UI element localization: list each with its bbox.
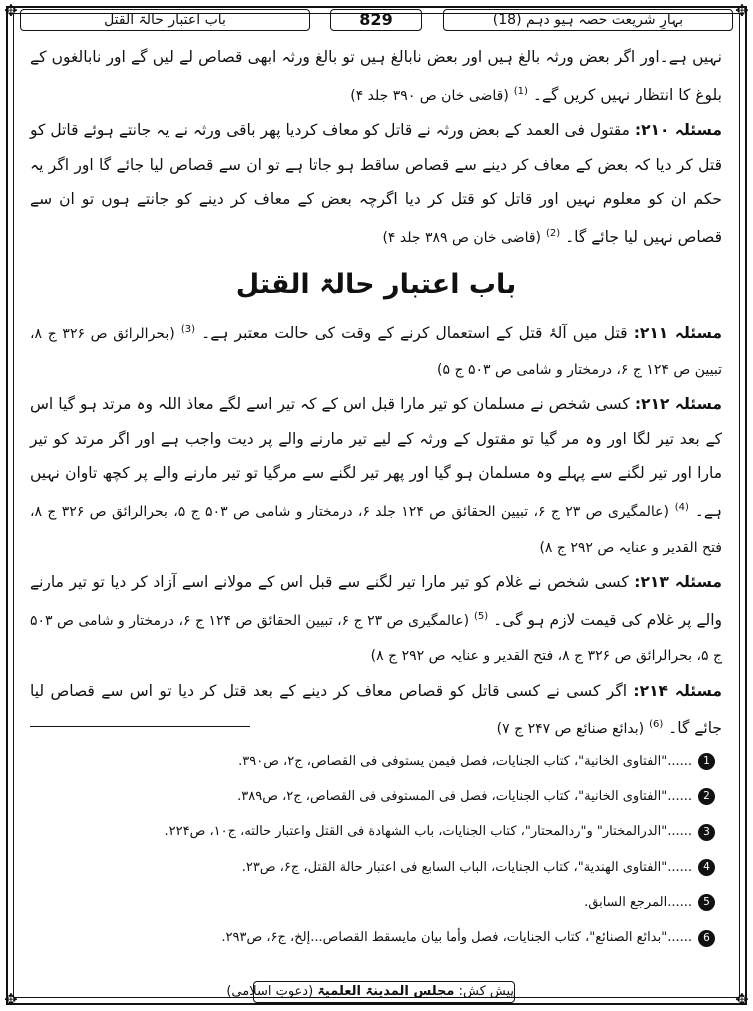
footnote-number: 3 [698,824,715,841]
footnote-text: ......"الفتاوی الخانية"، كتاب الجنايات، فصل فی المستوفی فی القصاص، ج۲، ص۳۸۹. [237,788,692,804]
masala-214: مسئلہ ۲۱۴: اگر کسی نے کسی قاتل کو قصاص معاف کر دینے کے بعد قتل کر دیا تو اس سے قصاص لیا جائے گا۔ $^{(6)}$ (بدائع صنائع ص ۲۴۷ ج ۷) [30,681,722,738]
footnote-text: ......"الفتاوی الخانية"، كتاب الجنايات، فصل فيمن يستوفی فی القصاص، ج۲، ص۳۹۰. [238,753,692,769]
footnote-text: ......"الدرالمختار" و"ردالمحتار"، كتاب الجنايات، باب الشهادة فی القتل واعتبار حالته، ج۱۰، ص۲۲۴. [164,824,692,840]
masala-label: مسئلہ ۲۱۱: [633,324,722,343]
footnote-marker: (3) [180,324,196,336]
reference: (قاضی خان ص ۳۸۹ جلد ۴) [382,229,542,246]
masala-label: مسئلہ ۲۱۰: [634,121,722,140]
footnote-item [40,779,715,814]
masala-label: مسئلہ ۲۱۴: [633,681,722,700]
footnote-item [40,744,715,779]
footnote-number: 1 [698,753,715,770]
footnote-number: 6 [698,930,715,947]
footer-prefix: پیش کش: [458,984,514,999]
page-header [20,6,733,36]
footnote-item [40,815,715,850]
footnote-text: ......"الفتاوی الهندية"، كتاب الجنايات، الباب السابع فی اعتبار حالة القتل، ج۶، ص۲۳. [241,859,692,875]
reference: (عالمگیری ص ۲۳ ج ۶، تبیین الحقائق ص ۱۲۴ جلد ۶، درمختار و شامی ص ۵۰۳ ج ۵، بحرالرائق ص ۳۲۶ ج ۸، فتح القدیر و عنایہ ص ۲۹۲ ج ۸) [30,504,722,556]
corner-ornament-icon: ✥ [4,990,18,1009]
chapter-heading: باب اعتبار حالۃ القتل [235,269,517,301]
masala-211: مسئلہ ۲۱۱: قتل میں آلۂ قتل کے استعمال کرنے کے وقت کی حالت معتبر ہے۔ $^{(3)}$ (بحرالرائق ص ۳۲۶ ج ۸، تبیین ص ۱۲۴ ج ۶، درمختار و شامی ص ۵۰۳ ج ۵) [30,324,722,378]
header-book-title: بہارِ شریعت حصہ ہیو دہم (18) [443,9,733,31]
reference: (بحرالرائق ص ۳۲۶ ج ۸، تبیین ص ۱۲۴ ج ۶، درمختار و شامی ص ۵۰۳ ج ۵) [30,326,722,378]
corner-ornament-icon: ✥ [4,1,18,20]
footnote-number: 5 [698,894,715,911]
footnote-text: ......المرجع السابق. [584,894,692,910]
reference: (عالمگیری ص ۲۳ ج ۶، تبیین الحقائق ص ۱۲۴ ج ۶، درمختار و شامی ص ۵۰۳ ج ۵، بحرالرائق ص ۳۲۶ ج ۸، فتح القدیر و عنایہ ص ۲۹۲ ج ۸) [30,612,722,665]
footnote-number: 2 [698,788,715,805]
corner-ornament-icon: ✥ [735,990,749,1009]
footnote-marker: (4) [674,501,689,513]
footnote-item [40,885,715,920]
masala-label: مسئلہ ۲۱۳: [634,573,722,592]
footnote-item [40,850,715,885]
footnote-item [40,920,715,955]
page-body [30,40,722,747]
header-chapter-title: باب اعتبار حالۃ القتل [20,9,310,31]
paragraph: نہیں ہے۔اور اگر بعض ورثہ بالغ ہیں اور بعض نابالغ ہیں تو بالغ ورثہ ابھی قصاص لے لیں گے اور نابالغوں کے بلوغ کا انتظار نہیں کریں گے۔ $^{(1)}$ (قاضی خان ص ۳۹۰ جلد ۴) [30,48,722,104]
footnote-number: 4 [698,859,715,876]
page-footer [0,981,753,1003]
footnote-divider [30,726,250,727]
footnotes [40,744,715,956]
publisher-credit [226,981,515,1003]
footnote-marker: (2) [545,227,561,239]
corner-ornament-icon: ✥ [735,1,749,20]
footnote-marker: (6) [649,719,664,731]
masala-213: مسئلہ ۲۱۳: کسی شخص نے غلام کو تیر مارا تیر لگنے سے قبل اس کے مولانے اسے آزاد کر دیا تو تیر مارنے والے پر غلام کی قیمت لازم ہو گی۔ $^{(5)}$ (عالمگیری ص ۲۳ ج ۶، تبیین الحقائق ص ۱۲۴ ج ۶، درمختار و شامی ص ۵۰۳ ج ۵، بحرالرائق ص ۳۲۶ ج ۸، فتح القدیر و عنایہ ص ۲۹۲ ج ۸) [30,573,723,665]
footnote-text: ......"بدائع الصنائع"، كتاب الجنايات، فصل وأما بيان مايسقط القصاص...إلخ، ج۶، ص۲۹۳. [221,930,692,946]
masala-label: مسئلہ ۲۱۲: [634,395,722,414]
page-number: 829 [330,9,422,31]
reference: (قاضی خان ص ۳۹۰ جلد ۴) [350,87,509,104]
masala-210: مسئلہ ۲۱۰: مقتول فی العمد کے بعض ورثہ نے قاتل کو معاف کردیا پھر باقی ورثہ نے یہ جانتے ہوئے قاتل کو قتل کر دیا کہ بعض کے معاف کر دینے سے قصاص ساقط ہو جاتا ہے تو ان سے قصاص لیا جائے گا اور اگر یہ حکم ان کو معلوم نہیں اور قاتل کو قتل کر دیا اگرچہ بعض کے معاف کر دینے کو جانتے ہوں تو ان سے قصاص نہیں لیا جائے گا۔ $^{(2)}$ (قاضی خان ص ۳۸۹ جلد ۴) [30,121,722,246]
footer-suffix: (دعوتِ اسلامی) [226,984,314,999]
publisher-name: مجلس المدینۃ العلمیۃ [317,984,455,999]
masala-212: مسئلہ ۲۱۲: کسی شخص نے مسلمان کو تیر مارا قبل اس کے کہ تیر اسے لگے معاذ اللہ وہ مرتد ہو گیا اس کے بعد تیر لگا اور وہ مر گیا تو مقتول کے ورثہ کے لیے تیر مارنے والے پر دیت واجب ہے اور اگر مرتد کو تیر مارا اور تیر لگنے سے پہلے وہ مسلمان ہو گیا اور پھر تیر لگنے سے مرگیا تو تیر مارنے والے پر کچھ تاوان نہیں ہے۔ $^{(4)}$ (عالمگیری ص ۲۳ ج ۶، تبیین الحقائق ص ۱۲۴ جلد ۶، درمختار و شامی ص ۵۰۳ ج ۵، بحرالرائق ص ۳۲۶ ج ۸، فتح القدیر و عنایہ ص ۲۹۲ ج ۸) [30,395,723,556]
footnote-marker: (1) [513,85,528,97]
reference: (بدائع صنائع ص ۲۴۷ ج ۷) [496,721,645,738]
footnote-marker: (5) [474,610,489,622]
